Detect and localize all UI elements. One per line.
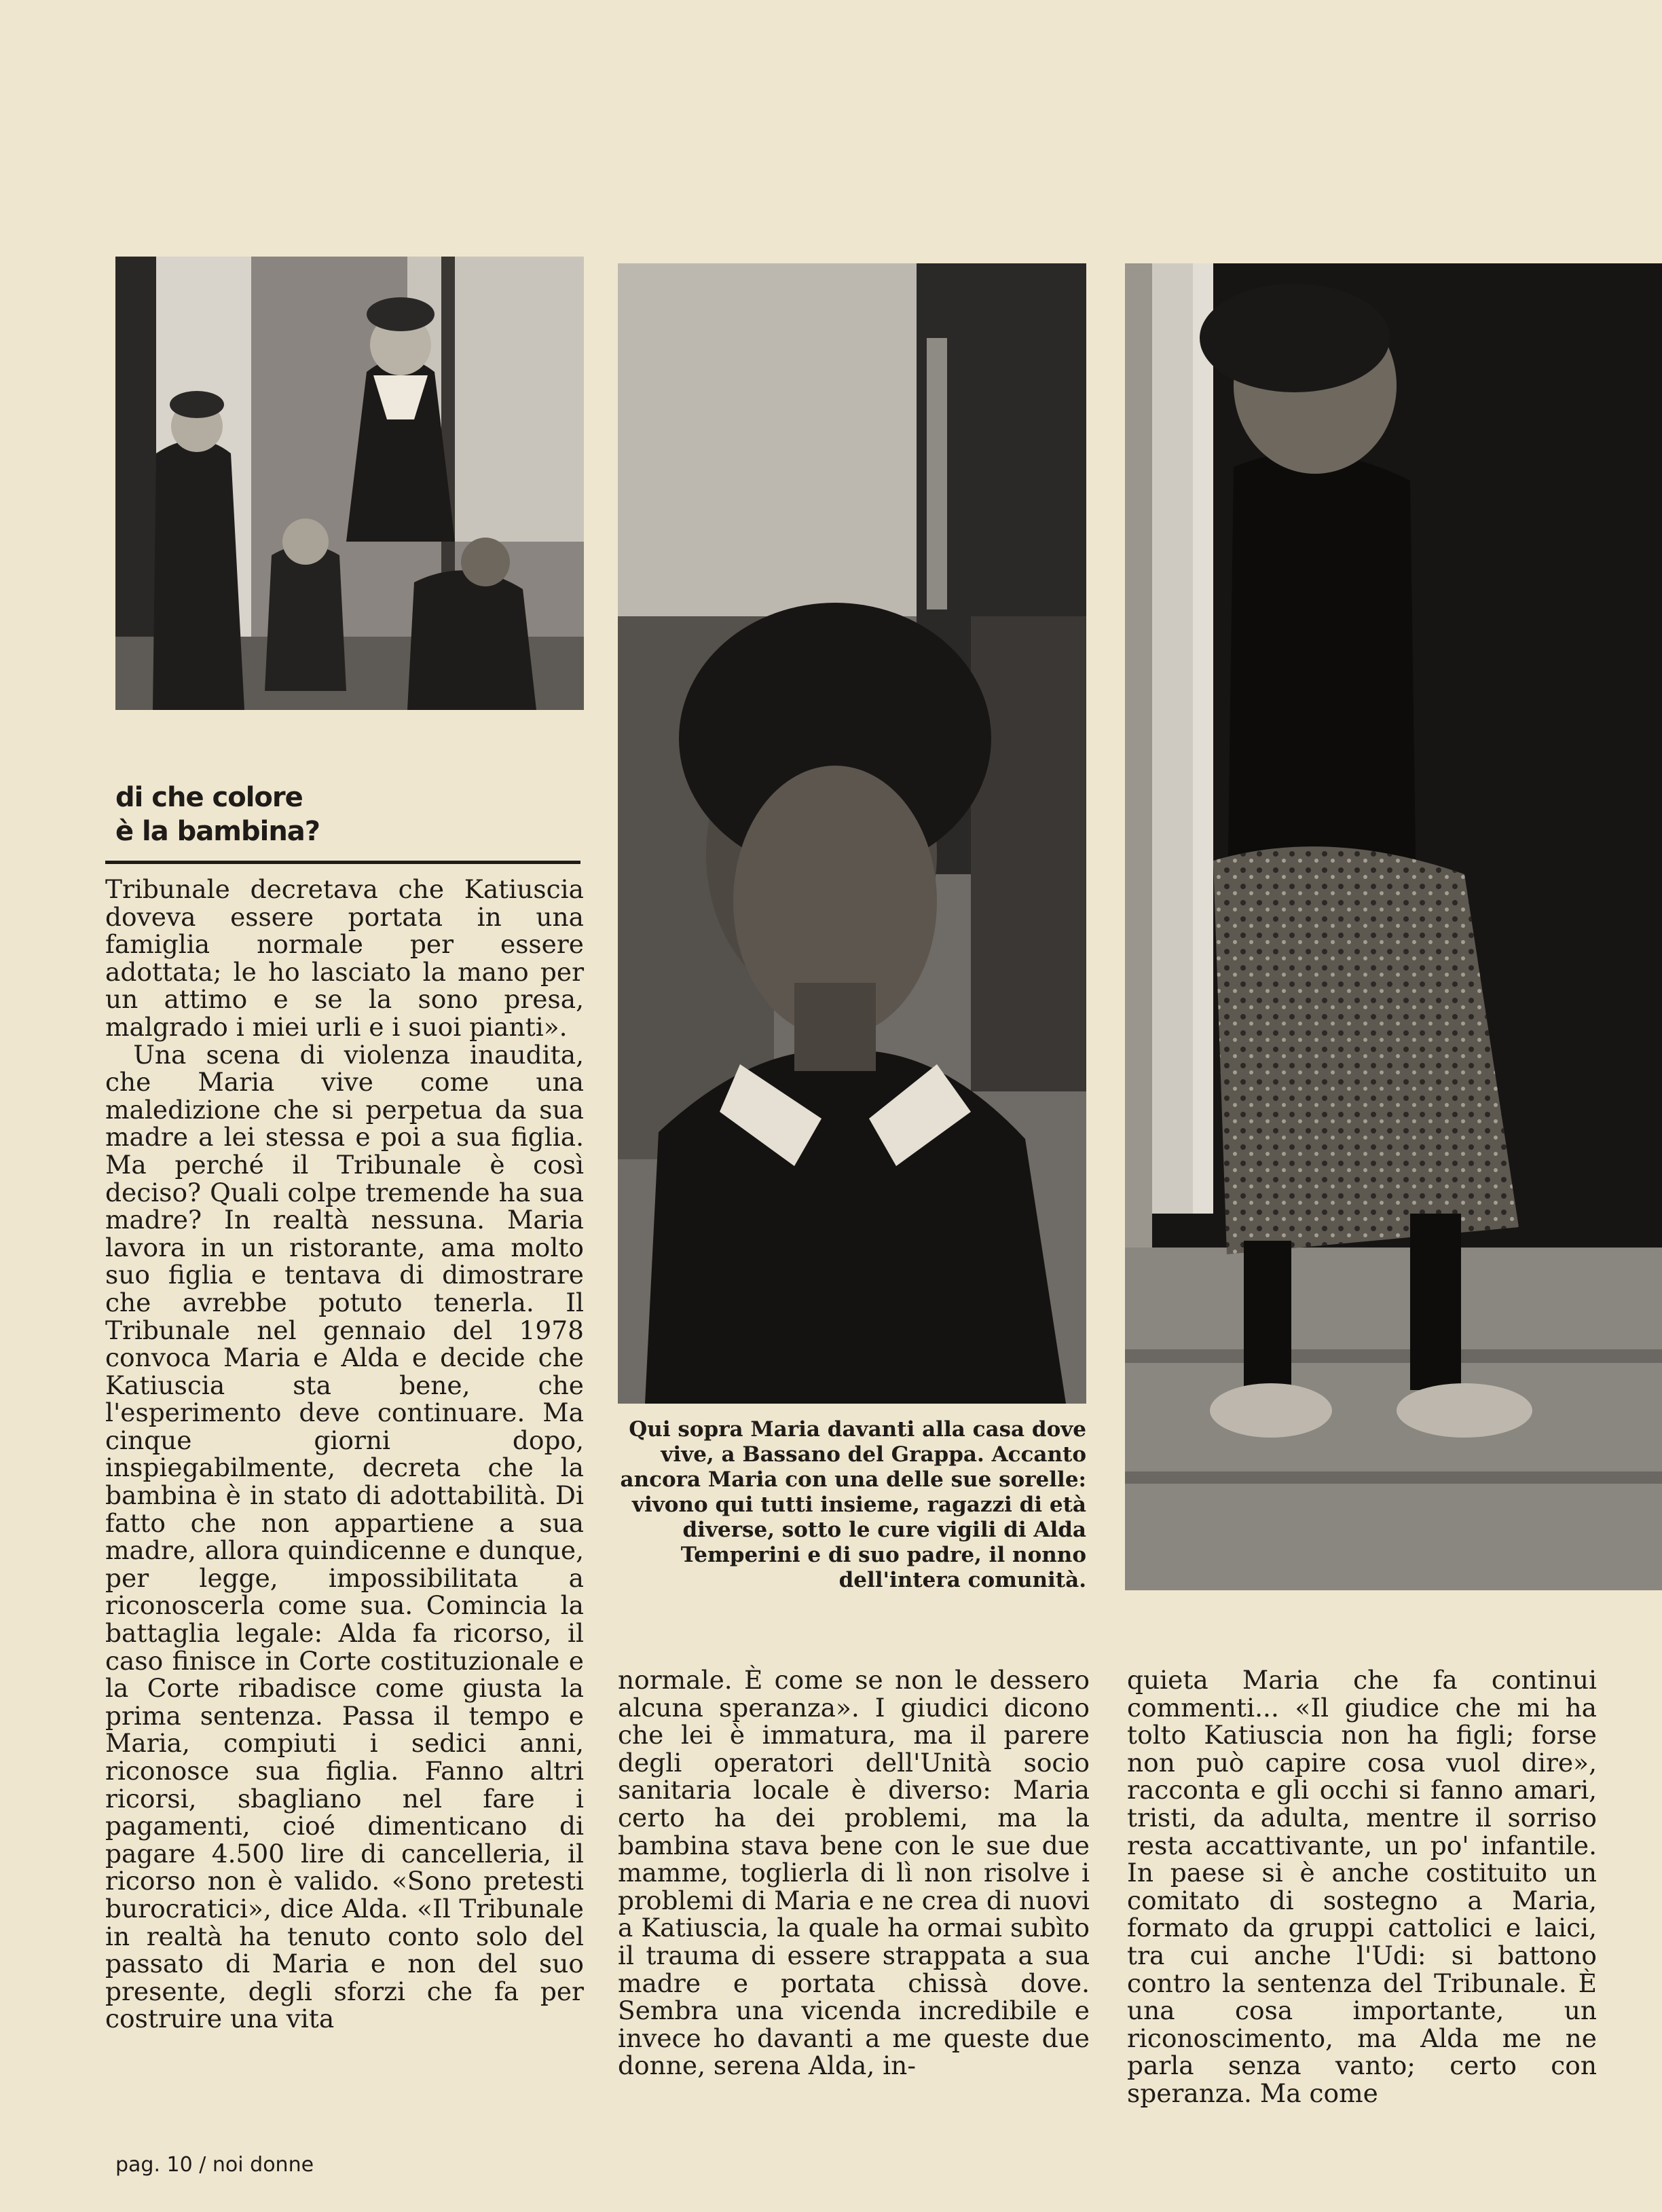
- magazine-name: noi donne: [212, 2153, 314, 2177]
- paragraph: Una scena di violenza inaudita, che Maria vive come una maledizione che si perpetua da sua madre a lei stessa e poi a sua figlia. Ma perché il Tribunale è così deciso? Quali colpe tremende ha sua madre? In realtà nessuna. Maria lavora in un ristorante, ama molto suo figlia e tentava di dimostrare che avrebbe potuto tenerla. Il Tribunale nel gennaio del 1978 convoca Maria e Alda e decide che Katiuscia sta bene, che l'esperimento deve continuare. Ma cinque giorni dopo, inspiegabilmente, decreta che la bambina è in stato di adottabilità. Di fatto che non appartiene a sua madre, allora quindicenne e dunque, per legge, impossibilitata a riconoscerla come sua. Comincia la battaglia legale: Alda fa ricorso, il caso finisce in Corte costituzionale e la Corte ribadisce come giusta la prima sentenza. Passa il tempo e Maria, compiuti i sedici anni, riconosce sua figlia. Fanno altri ricorsi, sbagliano nel fare i pagamenti, cioé dimenticano di pagare 4.500 lire di cancelleria, il ricorso non è valido. «Sono pretesti burocratici», dice Alda. «Il Tribunale in realtà ha tenuto conto solo del passato di Maria e non del suo presente, degli sforzi che fa per costruire una vita: [105, 1039, 584, 2034]
- heading-rule: [105, 861, 580, 864]
- paragraph: Tribunale decretava che Katiuscia doveva essere portata in una famiglia normale per essere adottata; le ho lasciato la mano per un attimo e se la sono presa, malgrado i miei urli e i suoi pianti».: [105, 874, 584, 1042]
- paragraph: normale. È come se non le dessero alcuna speranza». I giudici dicono che lei è immatura, ma il parere degli operatori dell'Unità socio sanitaria locale è diverso: Maria certo ha dei problemi, ma la bambina stava bene con le sue due mamme, toglierla di lì non risolve i problemi di Maria e ne crea di nuovi a Katiuscia, la quale ha ormai subìto il trauma di essere strappata a sua madre e portata chissà dove. Sembra una vicenda incredibile e invece ho davanti a me queste due donne, serena Alda, in-: [618, 1665, 1090, 2081]
- paragraph: quieta Maria che fa continui commenti... «Il giudice che mi ha tolto Katiuscia non ha figli; forse non può capire cosa vuol dire», racconta e gli occhi si fanno amari, tristi, da adulta, mentre il sorriso resta accattivante, un po' infantile. In paese si è anche costituito un comitato di sostegno a Maria, formato da gruppi cattolici e laici, tra cui anche l'Udi: si battono contro la sentenza del Tribunale. È una cosa importante, un riconoscimento, ma Alda me ne parla senza vanto; certo con speranza. Ma come: [1127, 1665, 1597, 2108]
- heading-line-1: di che colore: [115, 782, 303, 813]
- footer-separator: /: [199, 2153, 206, 2177]
- article-column-3: [1127, 1666, 1597, 2107]
- heading-line-2: è la bambina?: [115, 816, 320, 847]
- page-footer: [115, 2153, 314, 2177]
- photo-girl-on-steps: [1125, 263, 1662, 1590]
- article-column-2: [618, 1666, 1090, 2080]
- photo-family-group: [115, 257, 584, 710]
- page-number: pag. 10: [115, 2153, 193, 2177]
- photo-maria-portrait: [618, 263, 1086, 1404]
- article-column-1: [105, 876, 584, 2033]
- section-heading: [115, 781, 577, 848]
- photo-caption: Qui sopra Maria davanti alla casa dove vive, a Bassano del Grappa. Accanto ancora Maria con una delle sue sorelle: vivono qui tutti insieme, ragazzi di età diverse, sotto le cure vigili di Alda Temperini e di suo padre, il nonno dell'intera comunità.: [620, 1417, 1086, 1592]
